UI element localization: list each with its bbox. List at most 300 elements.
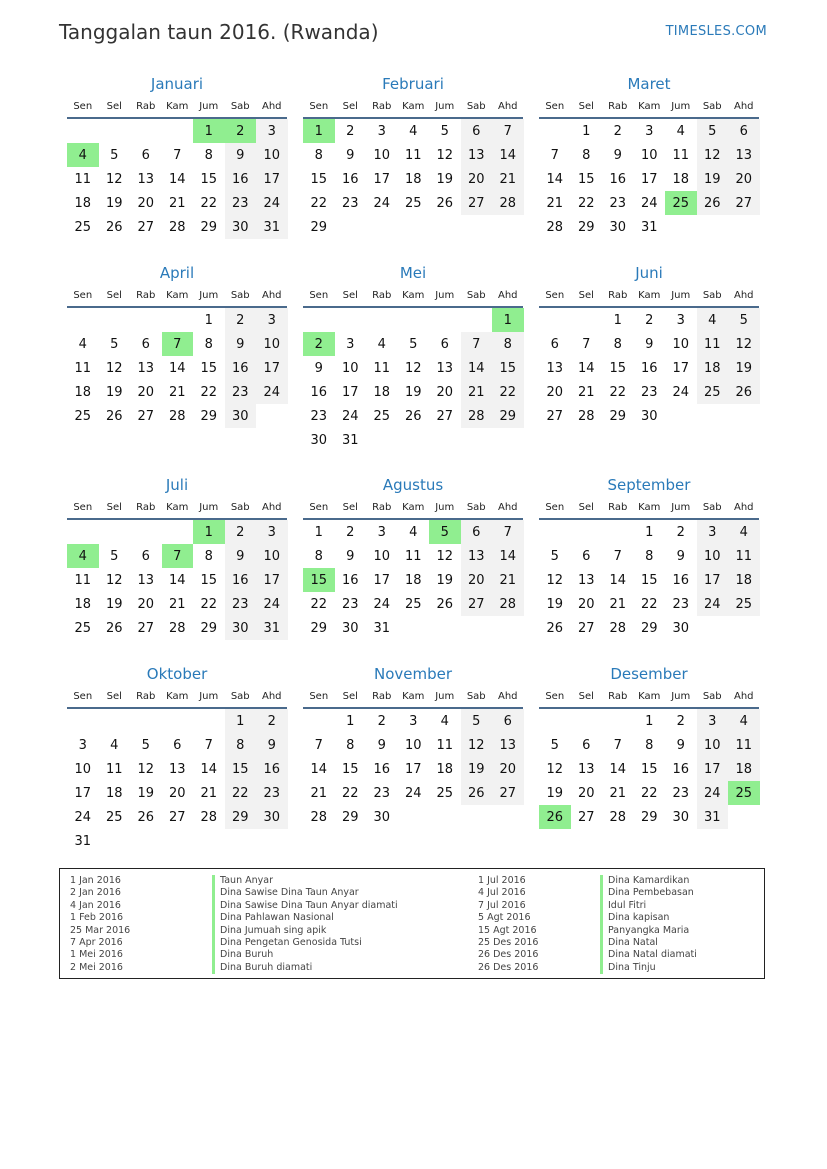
day-cell: 6	[728, 119, 760, 143]
day-cell: 1	[346, 713, 355, 729]
days-grid	[539, 308, 759, 428]
day-cell: 16	[640, 360, 658, 376]
day-cell: 10	[74, 761, 92, 777]
day-cell: 27	[728, 191, 760, 215]
day-cell: 15	[492, 356, 524, 380]
day-cell: 24	[373, 195, 391, 211]
day-cell: 24	[373, 596, 391, 612]
day-cell: 22	[609, 384, 627, 400]
day-cell: 22	[640, 785, 658, 801]
day-cell: 14	[546, 171, 564, 187]
empty-cell	[162, 308, 194, 332]
weekday-label: Sel	[106, 501, 122, 513]
day-cell: 8	[645, 548, 654, 564]
day-cell: 3	[78, 737, 87, 753]
weekday-label: Kam	[638, 690, 661, 702]
day-cell: 17	[341, 384, 359, 400]
day-cell: 16	[341, 171, 359, 187]
days-grid	[67, 308, 287, 428]
weekday-label: Kam	[402, 100, 425, 112]
weekday-label: Rab	[136, 690, 156, 702]
day-cell: 27	[137, 408, 155, 424]
day-cell: 12	[105, 171, 123, 187]
empty-cell	[429, 308, 461, 332]
day-cell: 14	[609, 572, 627, 588]
day-cell: 24	[697, 781, 729, 805]
weekday-label: Sen	[309, 690, 329, 702]
day-cell: 20	[461, 568, 493, 592]
month-maret	[538, 73, 760, 239]
legend-dates-right	[478, 875, 538, 974]
weekday-label: Sen	[545, 501, 565, 513]
day-cell: 20	[137, 596, 155, 612]
day-cell: 15	[609, 360, 627, 376]
weekday-label: Sab	[466, 690, 486, 702]
weekday-label: Kam	[166, 501, 189, 513]
day-cell: 29	[640, 809, 658, 825]
legend-holiday-name: Dina Kamardikan	[600, 875, 697, 887]
month-title: Mei	[399, 264, 427, 282]
day-cell: 2	[225, 308, 257, 332]
day-cell: 11	[728, 733, 760, 757]
weekday-label: Sab	[466, 100, 486, 112]
day-cell: 13	[137, 171, 155, 187]
weekday-header	[539, 95, 759, 119]
day-cell: 26	[137, 809, 155, 825]
empty-cell	[303, 308, 335, 332]
day-cell: 3	[409, 713, 418, 729]
weekday-header	[67, 496, 287, 520]
days-grid	[67, 119, 287, 239]
day-cell: 12	[436, 147, 454, 163]
weekday-label: Sab	[230, 690, 250, 702]
day-cell: 26	[697, 191, 729, 215]
day-cell: 1	[645, 524, 654, 540]
day-cell: 4	[440, 713, 449, 729]
weekday-label: Sen	[73, 501, 93, 513]
legend-date: 25 Des 2016	[478, 936, 539, 948]
empty-cell	[366, 308, 398, 332]
days-grid	[303, 119, 523, 239]
day-cell: 21	[609, 596, 627, 612]
empty-cell	[539, 709, 571, 733]
day-cell: 18	[672, 171, 690, 187]
legend-names-left	[212, 875, 398, 974]
empty-cell	[539, 308, 571, 332]
month-mei	[302, 262, 524, 452]
day-cell: 11	[404, 147, 422, 163]
days-grid	[303, 709, 523, 829]
month-title: Desember	[610, 665, 688, 683]
day-cell: 15	[310, 171, 328, 187]
day-cell: 19	[137, 785, 155, 801]
empty-cell	[602, 520, 634, 544]
day-cell: 3	[676, 312, 685, 328]
weekday-label: Jum	[435, 100, 455, 112]
day-cell: 13	[492, 733, 524, 757]
page-title: Tanggalan taun 2016. (Rwanda)	[59, 20, 379, 44]
weekday-label: Sel	[578, 289, 594, 301]
weekday-header	[67, 284, 287, 308]
day-cell: 9	[346, 147, 355, 163]
weekday-label: Sab	[230, 289, 250, 301]
legend-holiday-name: Dina Pembebasan	[600, 887, 697, 899]
day-cell: 11	[105, 761, 123, 777]
day-cell: 7	[204, 737, 213, 753]
weekday-label: Kam	[166, 289, 189, 301]
weekday-label: Sel	[342, 100, 358, 112]
legend-holiday-name: Idul Fitri	[600, 900, 697, 912]
days-grid	[539, 119, 759, 239]
legend-date: 26 Des 2016	[478, 949, 539, 961]
day-cell: 26	[436, 596, 454, 612]
legend-holiday-name: Taun Anyar	[212, 875, 398, 887]
day-cell: 5	[110, 147, 119, 163]
day-cell: 10	[373, 147, 391, 163]
day-cell: 30	[672, 809, 690, 825]
day-cell: 16	[373, 761, 391, 777]
day-cell: 21	[546, 195, 564, 211]
empty-cell	[461, 308, 493, 332]
legend-holiday-name: Dina Natal	[600, 937, 697, 949]
day-cell: 17	[373, 572, 391, 588]
day-cell: 22	[200, 195, 218, 211]
day-cell: 18	[697, 356, 729, 380]
weekday-label: Kam	[166, 100, 189, 112]
day-cell: 10	[256, 332, 288, 356]
weekday-header	[539, 496, 759, 520]
weekday-label: Sen	[73, 690, 93, 702]
day-cell: 13	[546, 360, 564, 376]
day-cell: 22	[225, 781, 257, 805]
day-cell: 25	[436, 785, 454, 801]
day-cell: 27	[461, 592, 493, 616]
day-cell: 14	[168, 360, 186, 376]
day-cell: 13	[461, 143, 493, 167]
days-grid	[303, 520, 523, 640]
day-cell: 2	[676, 713, 685, 729]
weekday-label: Sab	[466, 289, 486, 301]
day-cell: 16	[609, 171, 627, 187]
holiday-day-cell: 4	[67, 143, 99, 167]
day-cell: 16	[225, 167, 257, 191]
weekday-label: Jum	[199, 501, 219, 513]
day-cell: 29	[200, 620, 218, 636]
day-cell: 31	[341, 432, 359, 448]
days-grid	[67, 709, 287, 853]
day-cell: 14	[577, 360, 595, 376]
day-cell: 21	[609, 785, 627, 801]
day-cell: 9	[613, 147, 622, 163]
day-cell: 16	[672, 572, 690, 588]
day-cell: 9	[676, 548, 685, 564]
legend-date: 2 Jan 2016	[70, 887, 121, 899]
day-cell: 28	[577, 408, 595, 424]
empty-cell	[539, 119, 571, 143]
day-cell: 2	[645, 312, 654, 328]
day-cell: 22	[492, 380, 524, 404]
day-cell: 15	[640, 761, 658, 777]
weekday-label: Sel	[342, 690, 358, 702]
empty-cell	[162, 119, 194, 143]
day-cell: 8	[314, 147, 323, 163]
weekday-label: Kam	[402, 289, 425, 301]
day-cell: 3	[377, 123, 386, 139]
weekday-label: Sel	[578, 100, 594, 112]
weekday-label: Ahd	[497, 690, 518, 702]
day-cell: 7	[173, 147, 182, 163]
holiday-day-cell: 25	[665, 191, 697, 215]
day-cell: 11	[404, 548, 422, 564]
day-cell: 27	[137, 620, 155, 636]
weekday-label: Ahd	[497, 289, 518, 301]
weekday-header	[67, 95, 287, 119]
weekday-label: Sen	[309, 289, 329, 301]
day-cell: 24	[404, 785, 422, 801]
weekday-label: Kam	[638, 289, 661, 301]
day-cell: 4	[409, 524, 418, 540]
day-cell: 18	[436, 761, 454, 777]
day-cell: 31	[256, 215, 288, 239]
day-cell: 9	[676, 737, 685, 753]
day-cell: 16	[225, 568, 257, 592]
day-cell: 26	[105, 620, 123, 636]
days-grid	[539, 709, 759, 829]
holiday-day-cell: 1	[193, 119, 225, 143]
day-cell: 29	[640, 620, 658, 636]
day-cell: 25	[105, 809, 123, 825]
day-cell: 21	[168, 596, 186, 612]
legend-holiday-name: Dina Natal diamati	[600, 949, 697, 961]
empty-cell	[99, 308, 131, 332]
empty-cell	[67, 520, 99, 544]
weekday-header	[303, 496, 523, 520]
legend-holiday-name: Dina Tinju	[600, 962, 697, 974]
day-cell: 13	[728, 143, 760, 167]
day-cell: 29	[200, 219, 218, 235]
day-cell: 16	[672, 761, 690, 777]
day-cell: 13	[168, 761, 186, 777]
day-cell: 21	[168, 195, 186, 211]
day-cell: 9	[225, 143, 257, 167]
day-cell: 12	[728, 332, 760, 356]
day-cell: 8	[582, 147, 591, 163]
day-cell: 2	[256, 709, 288, 733]
month-title: Agustus	[382, 476, 444, 494]
day-cell: 14	[200, 761, 218, 777]
day-cell: 23	[373, 785, 391, 801]
day-cell: 24	[672, 384, 690, 400]
day-cell: 4	[110, 737, 119, 753]
weekday-label: Jum	[435, 501, 455, 513]
day-cell: 28	[492, 592, 524, 616]
legend-date: 5 Agt 2016	[478, 912, 531, 924]
empty-cell	[602, 709, 634, 733]
empty-cell	[130, 520, 162, 544]
weekday-label: Sen	[545, 100, 565, 112]
holiday-day-cell: 1	[193, 520, 225, 544]
day-cell: 18	[728, 757, 760, 781]
weekday-label: Jum	[435, 690, 455, 702]
day-cell: 27	[546, 408, 564, 424]
day-cell: 18	[74, 384, 92, 400]
day-cell: 19	[436, 572, 454, 588]
day-cell: 10	[256, 544, 288, 568]
day-cell: 15	[200, 171, 218, 187]
empty-cell	[130, 709, 162, 733]
day-cell: 18	[728, 568, 760, 592]
day-cell: 30	[609, 219, 627, 235]
day-cell: 17	[74, 785, 92, 801]
empty-cell	[99, 709, 131, 733]
day-cell: 8	[204, 147, 213, 163]
day-cell: 30	[373, 809, 391, 825]
legend-holiday-name: Dina Pengetan Genosida Tutsi	[212, 937, 398, 949]
day-cell: 25	[74, 219, 92, 235]
day-cell: 20	[461, 167, 493, 191]
day-cell: 3	[256, 520, 288, 544]
day-cell: 14	[609, 761, 627, 777]
legend-holiday-name: Dina Jumuah sing apik	[212, 925, 398, 937]
day-cell: 27	[168, 809, 186, 825]
days-grid	[539, 520, 759, 640]
day-cell: 6	[141, 548, 150, 564]
month-title: Oktober	[146, 665, 208, 683]
weekday-label: Ahd	[261, 100, 282, 112]
day-cell: 29	[200, 408, 218, 424]
day-cell: 3	[346, 336, 355, 352]
day-cell: 10	[697, 544, 729, 568]
weekday-label: Rab	[136, 289, 156, 301]
empty-cell	[571, 709, 603, 733]
day-cell: 7	[613, 737, 622, 753]
legend-date: 25 Mar 2016	[70, 924, 131, 936]
day-cell: 6	[141, 147, 150, 163]
legend-holiday-name: Dina kapisan	[600, 912, 697, 924]
day-cell: 6	[173, 737, 182, 753]
day-cell: 14	[461, 356, 493, 380]
day-cell: 30	[341, 620, 359, 636]
day-cell: 28	[546, 219, 564, 235]
day-cell: 28	[310, 809, 328, 825]
day-cell: 4	[377, 336, 386, 352]
day-cell: 30	[310, 432, 328, 448]
month-april	[66, 262, 288, 428]
legend-date: 4 Jul 2016	[478, 887, 526, 899]
weekday-label: Rab	[136, 100, 156, 112]
day-cell: 8	[346, 737, 355, 753]
holiday-day-cell: 25	[728, 781, 760, 805]
day-cell: 18	[105, 785, 123, 801]
holiday-day-cell: 5	[429, 520, 461, 544]
month-title: Februari	[382, 75, 444, 93]
day-cell: 31	[74, 833, 92, 849]
weekday-label: Jum	[671, 690, 691, 702]
weekday-label: Sab	[230, 501, 250, 513]
weekday-label: Ahd	[733, 690, 754, 702]
day-cell: 3	[256, 308, 288, 332]
day-cell: 4	[409, 123, 418, 139]
empty-cell	[67, 119, 99, 143]
weekday-label: Ahd	[733, 100, 754, 112]
weekday-label: Ahd	[497, 100, 518, 112]
day-cell: 1	[225, 709, 257, 733]
weekday-label: Kam	[402, 690, 425, 702]
day-cell: 20	[728, 167, 760, 191]
legend-holiday-name: Dina Sawise Dina Taun Anyar	[212, 887, 398, 899]
holiday-day-cell: 1	[492, 308, 524, 332]
day-cell: 3	[697, 709, 729, 733]
day-cell: 7	[492, 119, 524, 143]
day-cell: 14	[492, 544, 524, 568]
legend-date: 1 Mei 2016	[70, 949, 123, 961]
day-cell: 30	[225, 215, 257, 239]
day-cell: 10	[404, 737, 422, 753]
day-cell: 11	[74, 572, 92, 588]
day-cell: 11	[436, 737, 454, 753]
empty-cell	[99, 520, 131, 544]
legend-holiday-name: Dina Buruh	[212, 949, 398, 961]
day-cell: 9	[346, 548, 355, 564]
legend-holiday-name: Dina Sawise Dina Taun Anyar diamati	[212, 900, 398, 912]
empty-cell	[398, 308, 430, 332]
day-cell: 14	[310, 761, 328, 777]
month-title: Maret	[627, 75, 671, 93]
day-cell: 26	[461, 781, 493, 805]
day-cell: 5	[409, 336, 418, 352]
holiday-day-cell: 1	[303, 119, 335, 143]
weekday-label: Rab	[608, 289, 628, 301]
day-cell: 25	[74, 408, 92, 424]
weekday-label: Sen	[309, 100, 329, 112]
day-cell: 6	[461, 520, 493, 544]
brand-link[interactable]: TIMESLES.COM	[665, 24, 767, 39]
day-cell: 29	[310, 620, 328, 636]
day-cell: 23	[341, 195, 359, 211]
day-cell: 15	[200, 572, 218, 588]
legend-holiday-name: Dina Pahlawan Nasional	[212, 912, 398, 924]
day-cell: 23	[609, 195, 627, 211]
day-cell: 11	[697, 332, 729, 356]
day-cell: 26	[105, 219, 123, 235]
day-cell: 29	[310, 219, 328, 235]
day-cell: 12	[436, 548, 454, 564]
day-cell: 11	[672, 147, 690, 163]
legend-holiday-name: Dina Buruh diamati	[212, 962, 398, 974]
day-cell: 28	[168, 219, 186, 235]
empty-cell	[571, 308, 603, 332]
day-cell: 11	[728, 544, 760, 568]
day-cell: 21	[200, 785, 218, 801]
day-cell: 25	[404, 596, 422, 612]
day-cell: 12	[105, 572, 123, 588]
weekday-label: Rab	[608, 100, 628, 112]
weekday-header	[539, 284, 759, 308]
day-cell: 5	[110, 548, 119, 564]
day-cell: 7	[582, 336, 591, 352]
weekday-label: Jum	[199, 100, 219, 112]
day-cell: 21	[492, 167, 524, 191]
weekday-header	[539, 685, 759, 709]
day-cell: 4	[728, 709, 760, 733]
month-title: Januari	[150, 75, 204, 93]
day-cell: 15	[577, 171, 595, 187]
day-cell: 23	[225, 191, 257, 215]
day-cell: 5	[141, 737, 150, 753]
day-cell: 23	[256, 781, 288, 805]
day-cell: 22	[310, 596, 328, 612]
day-cell: 22	[341, 785, 359, 801]
